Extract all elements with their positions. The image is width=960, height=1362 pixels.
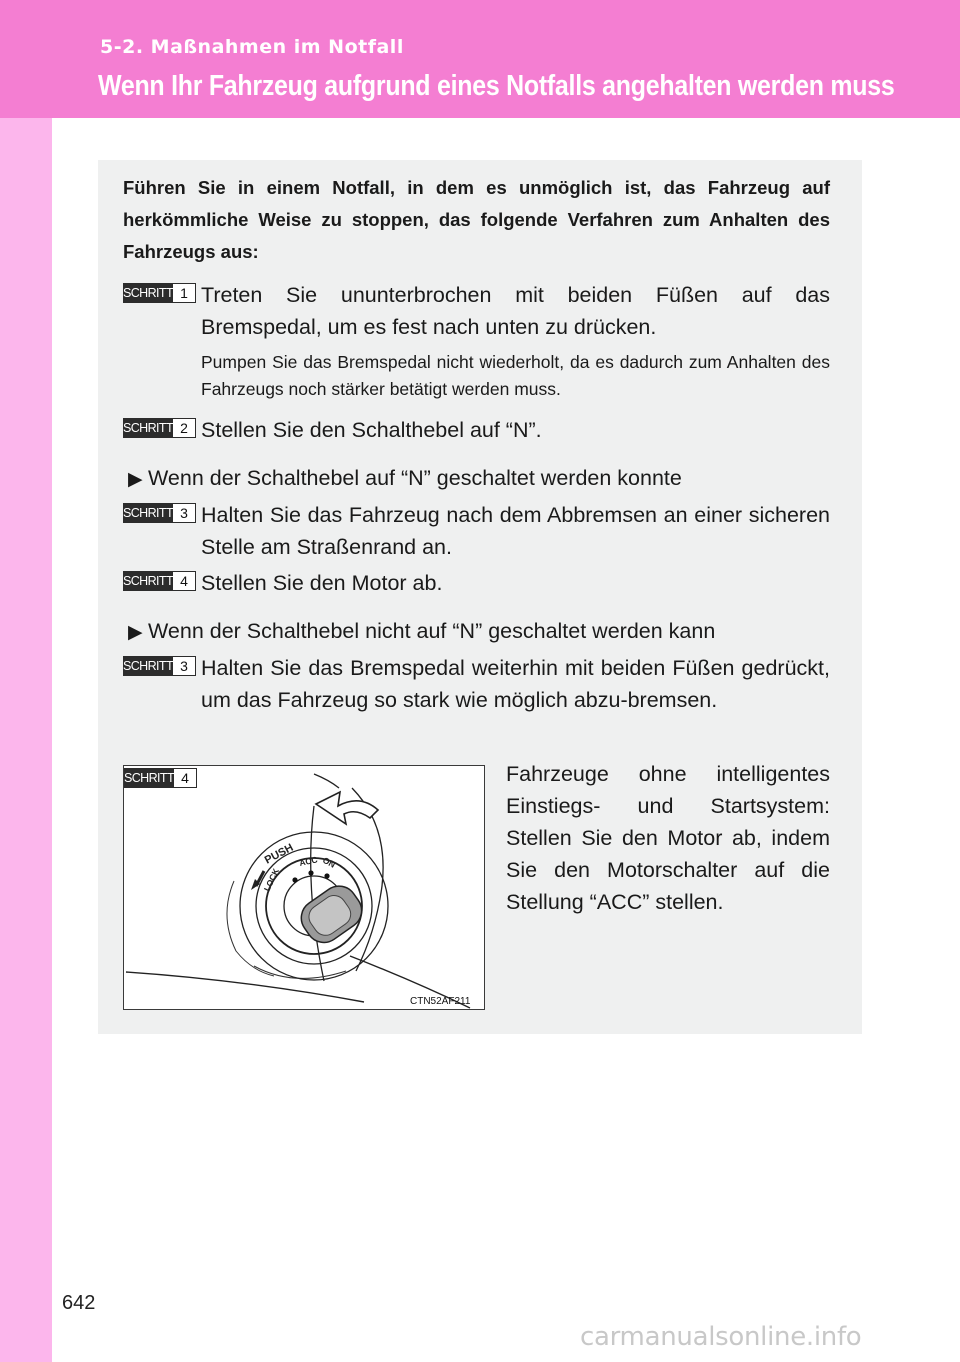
intro-paragraph: Führen Sie in einem Notfall, in dem es unmöglich ist, das Fahrzeug auf herkömmliche Weise zu stoppen, das folgende Verfahren zum Anhalten des Fahrzeugs aus: <box>123 177 830 262</box>
page-margin-strip <box>0 118 52 1362</box>
step-badge-number: 1 <box>173 283 196 303</box>
case-a-heading-text: Wenn der Schalthebel auf “N” geschaltet werden konnte <box>148 466 682 490</box>
page-title: Wenn Ihr Fahrzeug aufgrund eines Notfalls angehalten werden muss <box>98 70 895 102</box>
case-a-step-3-text: Halten Sie das Fahrzeug nach dem Abbremsen an einer sicheren Stelle am Straßenrand an. <box>201 503 830 559</box>
step-badge-number: 2 <box>173 418 196 438</box>
triangle-bullet-icon: ▶ <box>128 469 143 490</box>
step-badge-number: 3 <box>173 656 196 676</box>
step-badge-a4 <box>123 571 197 591</box>
step-badge-b3 <box>123 656 197 676</box>
case-b-heading-text: Wenn der Schalthebel nicht auf “N” geschaltet werden kann <box>148 619 716 643</box>
step-badge-word: SCHRITT <box>124 768 174 788</box>
step-badge-word: SCHRITT <box>123 503 173 523</box>
ignition-switch-drawing <box>124 766 484 1009</box>
step-badge-word: SCHRITT <box>123 283 173 303</box>
step-1-text: Treten Sie ununterbrochen mit beiden Füßen auf das Bremspedal, um es fest nach unten zu drücken. <box>201 283 830 339</box>
section-label: 5-2. Maßnahmen im Notfall <box>100 36 404 58</box>
push-label: PUSH <box>262 841 296 867</box>
step-badge-1 <box>123 283 197 303</box>
case-b-step-4-text: Fahrzeuge ohne intelligentes Einstiegs- und Startsystem: Stellen Sie den Motor ab, indem Sie den Motorschalter auf die Stellung “ACC” stellen. <box>506 762 830 914</box>
triangle-bullet-icon: ▶ <box>128 622 143 643</box>
acc-label: ACC <box>298 854 319 868</box>
step-badge-number: 4 <box>173 571 196 591</box>
step-2-text: Stellen Sie den Schalthebel auf “N”. <box>201 418 542 442</box>
step-badge-word: SCHRITT <box>123 418 173 438</box>
step-1-note: Pumpen Sie das Bremspedal nicht wiederholt, da es dadurch zum Anhalten des Fahrzeugs noch stärker betätigt werden muss. <box>201 352 830 399</box>
page-number: 642 <box>62 1292 96 1314</box>
step-badge-2 <box>123 418 197 438</box>
case-a-heading <box>128 462 828 496</box>
step-badge-a3 <box>123 503 197 523</box>
case-b-step-3-text: Halten Sie das Bremspedal weiterhin mit beiden Füßen gedrückt, um das Fahrzeug so stark wie möglich abzu-bremsen. <box>201 656 830 712</box>
on-label: ON <box>321 854 338 870</box>
step-badge-word: SCHRITT <box>123 571 173 591</box>
case-b-heading <box>128 615 828 649</box>
watermark: carmanualsonline.info <box>580 1322 862 1352</box>
step-badge-number: 3 <box>173 503 196 523</box>
case-a-step-4-text: Stellen Sie den Motor ab. <box>201 571 443 595</box>
illustration-code: CTN52AF211 <box>410 996 471 1007</box>
step-badge-number: 4 <box>174 768 197 788</box>
step-badge-word: SCHRITT <box>123 656 173 676</box>
lock-label: LOCK <box>261 866 281 893</box>
step-badge-b4 <box>124 768 198 788</box>
ignition-switch-illustration <box>123 765 485 1010</box>
